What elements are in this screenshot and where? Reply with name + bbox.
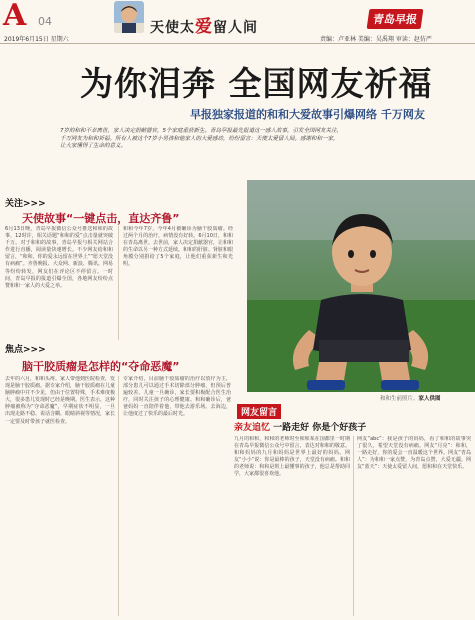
page-section-letter: A <box>3 0 27 33</box>
section1-column-a: 6月13日晚，青岛早报微信公众号推送和和的故事，12时许，相关话题“和和的爱”点击量就突破千万。对于和和的故事，青岛早报与相关网站合作进行直播，阅读量快速增长。不少网友给和和留言，“和和，你的爱永远留在世界上”“愿天堂没有病痛”。齐鲁晚报、大众网、新浪、腾讯、网易等纷纷转发，网友们在评论区不停留言。一时间，青岛早报的报道引爆全国，各地网友纷纷点赞和和一家人的大爱之举。 <box>5 226 113 289</box>
editor-credits: 责编：卢亚林 美编：吴禹翔 审读：赵仿严 <box>320 36 432 43</box>
column-divider <box>353 436 354 616</box>
sub-headline: 早报独家报道的和和大爱故事引爆网络 千万网友 <box>190 108 425 121</box>
section-title-tumor: 脑干胶质瘤是怎样的“夺命恶魔” <box>22 360 180 373</box>
page-number: 04 <box>38 15 52 28</box>
comments-title: 亲友追忆 一路走好 你是个好孩子 <box>234 423 367 433</box>
child-photo <box>247 180 475 392</box>
photo-caption: 和和生前照片。家人供图 <box>380 396 441 402</box>
section-title-story: 天使故事“一键点击，直达齐鲁” <box>22 212 180 225</box>
section-kicker-spotlight: 焦点>>> <box>5 345 46 355</box>
column-divider <box>118 376 119 616</box>
section2-column-a: 去年的六月，和和头疼。家人带他到医院检查，发现是脑干胶质瘤。据专家介绍，脑干胶质瘤在儿童脑肿瘤中并不少见，但由于位置特殊，手术难度极大，很多患儿发现时已经是晚期。医生表示，这种肿瘤被称为“夺命恶魔”，早期症状不明显，一旦出现走路不稳、说话含糊、眼睛斜视等情况，家长一定要及时带孩子就医检查。 <box>5 376 115 425</box>
comments-tag: 网友留言 <box>237 404 281 419</box>
section2-column-b: 专家介绍，目前脑干胶质瘤的治疗以放疗为主，部分患儿可以通过手术切除部分肿瘤，但预后普遍较差。儿童一旦确诊，家长要积极配合医生治疗，同时关注孩子的心理健康。和和确诊后，爸爸妈妈一直陪伴着他，带他去游乐场、去海边，让他度过了快乐的最后时光。 <box>123 376 231 418</box>
section1-column-b: 和和今年7岁，今年4月被确诊为脑干胶质瘤。经过两个月的治疗，病情没有好转。6月10日，和和在青岛离世。去世前，家人决定捐献器官，让和和的生命以另一种方式延续。和和的肝脏、肾脏和眼角膜分别捐给了5个家庭，让他们重获新生和光明。 <box>123 226 233 268</box>
newspaper-logo: 青岛早报 <box>367 9 424 29</box>
section-kicker-focus: 关注>>> <box>5 199 46 209</box>
column-divider <box>118 226 119 340</box>
main-headline: 为你泪奔 全国网友祈福 <box>80 64 433 103</box>
masthead-child-photo <box>114 1 144 33</box>
issue-date: 2019年6月15日 星期六 <box>4 36 69 43</box>
feature-title: 天使太爱留人间 <box>150 17 258 37</box>
intro-paragraph: 7岁的和和不幸离世，家人决定捐献器官，5个家庭重获新生。青岛早报最先报道这一感人故事，引发全国网友关注，千万网友为和和祈福。所有人被这个7岁小男孩和他家人的大爱感动，纷纷留言：天使太爱留人间。感谢和和一家，让大家懂得了生命的意义。 <box>60 128 343 150</box>
comments-column-a: 九月的和和，和和的老师时至和和某在国都里一时期在青岛早报微信公众号中留言，表达对和和的敬意。和和妈妈的九月和妈妈是世界上最好的妈妈。网友“小小”说：你是最棒的孩子，天堂没有病痛。和和的老师说：和和是班上最懂事的孩子，他总是帮助同学，大家都很喜欢他。 <box>234 436 350 478</box>
comments-column-b: 网友“abc”：我是孩子的妈妈，看了和和的故事哭了很久，希望天堂没有病痛。网友“月亮”：和和，一路走好，你的爱会一直温暖这个世界。网友“青岛人”：为和和一家点赞，为青岛点赞，大爱无疆。网友“蓝天”：天使太爱留人间，愿和和在天堂快乐。 <box>357 436 471 471</box>
masthead-divider <box>0 43 475 44</box>
